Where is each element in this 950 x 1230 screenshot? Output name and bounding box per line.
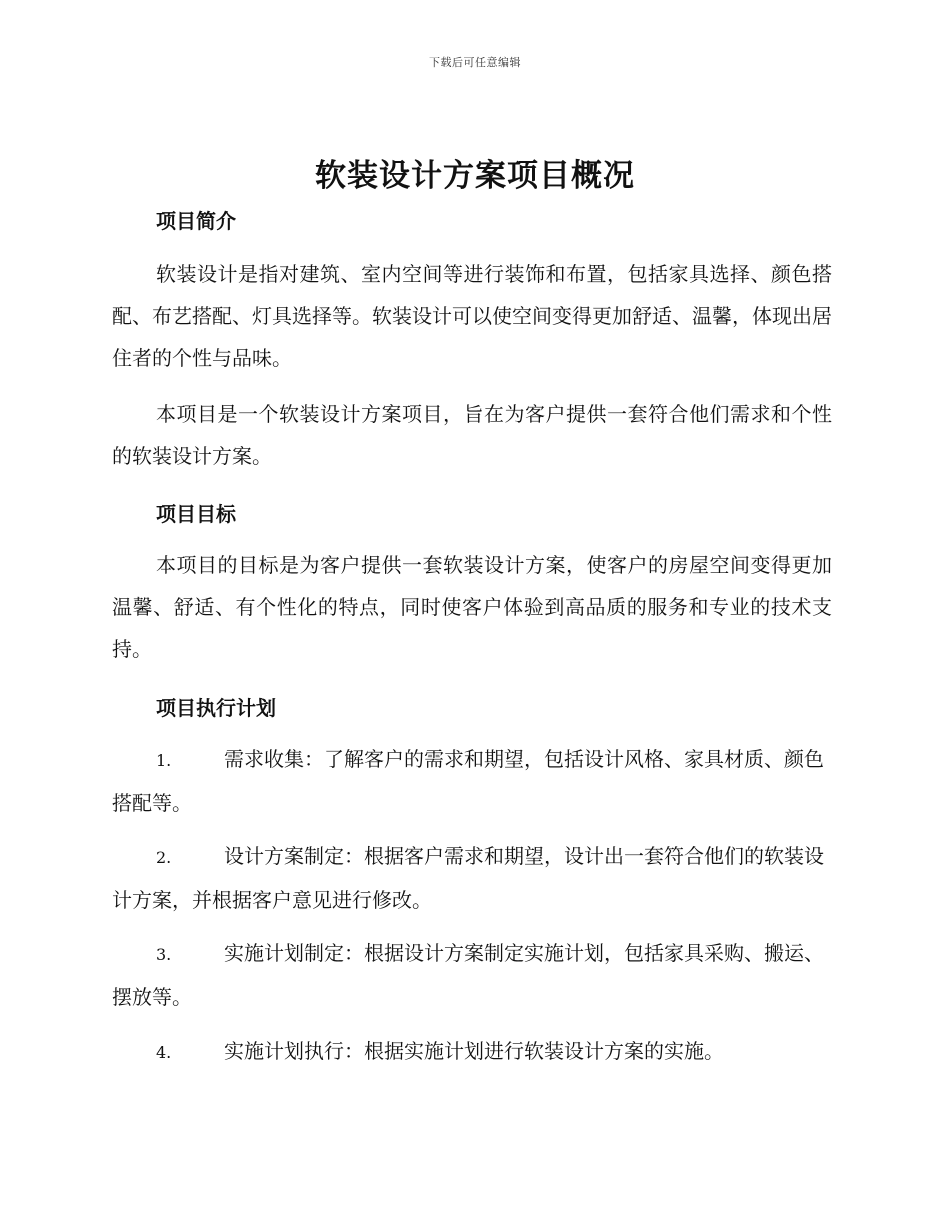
list-item-text: 设计方案制定：根据客户需求和期望，设计出一套符合他们的软装设计方案，并根据客户意见进行修改。 [112,844,824,912]
page-header-note: 下载后可任意编辑 [429,56,521,69]
section-heading-goals: 项目目标 [156,502,236,526]
goals-paragraph: 本项目的目标是为客户提供一套软装设计方案，使客户的房屋空间变得更加温馨、舒适、有个性化的特点，同时使客户体验到高品质的服务和专业的技术支持。 [112,553,832,661]
intro-paragraph-1: 软装设计是指对建筑、室内空间等进行装饰和布置，包括家具选择、颜色搭配、布艺搭配、灯具选择等。软装设计可以使空间变得更加舒适、温馨，体现出居住者的个性与品味。 [112,262,832,370]
list-item-number: 4. [156,1043,172,1062]
plan-list-item [112,738,832,824]
list-item-number: 3. [156,945,172,964]
document-title: 软装设计方案项目概况 [315,158,635,194]
section-heading-intro: 项目简介 [156,209,236,233]
list-item-number: 2. [156,848,172,867]
list-item-text: 实施计划制定：根据设计方案制定实施计划，包括家具采购、搬运、摆放等。 [112,941,824,1009]
section-heading-plan: 项目执行计划 [156,696,276,720]
plan-list-item [112,835,832,921]
intro-paragraph-2: 本项目是一个软装设计方案项目，旨在为客户提供一套符合他们需求和个性的软装设计方案。 [112,402,832,468]
plan-list-item [112,932,832,1018]
list-item-number: 1. [156,751,172,770]
list-item-text: 实施计划执行：根据实施计划进行软装设计方案的实施。 [224,1039,724,1063]
plan-list-item [112,1030,832,1074]
list-item-text: 需求收集：了解客户的需求和期望，包括设计风格、家具材质、颜色搭配等。 [112,747,824,815]
